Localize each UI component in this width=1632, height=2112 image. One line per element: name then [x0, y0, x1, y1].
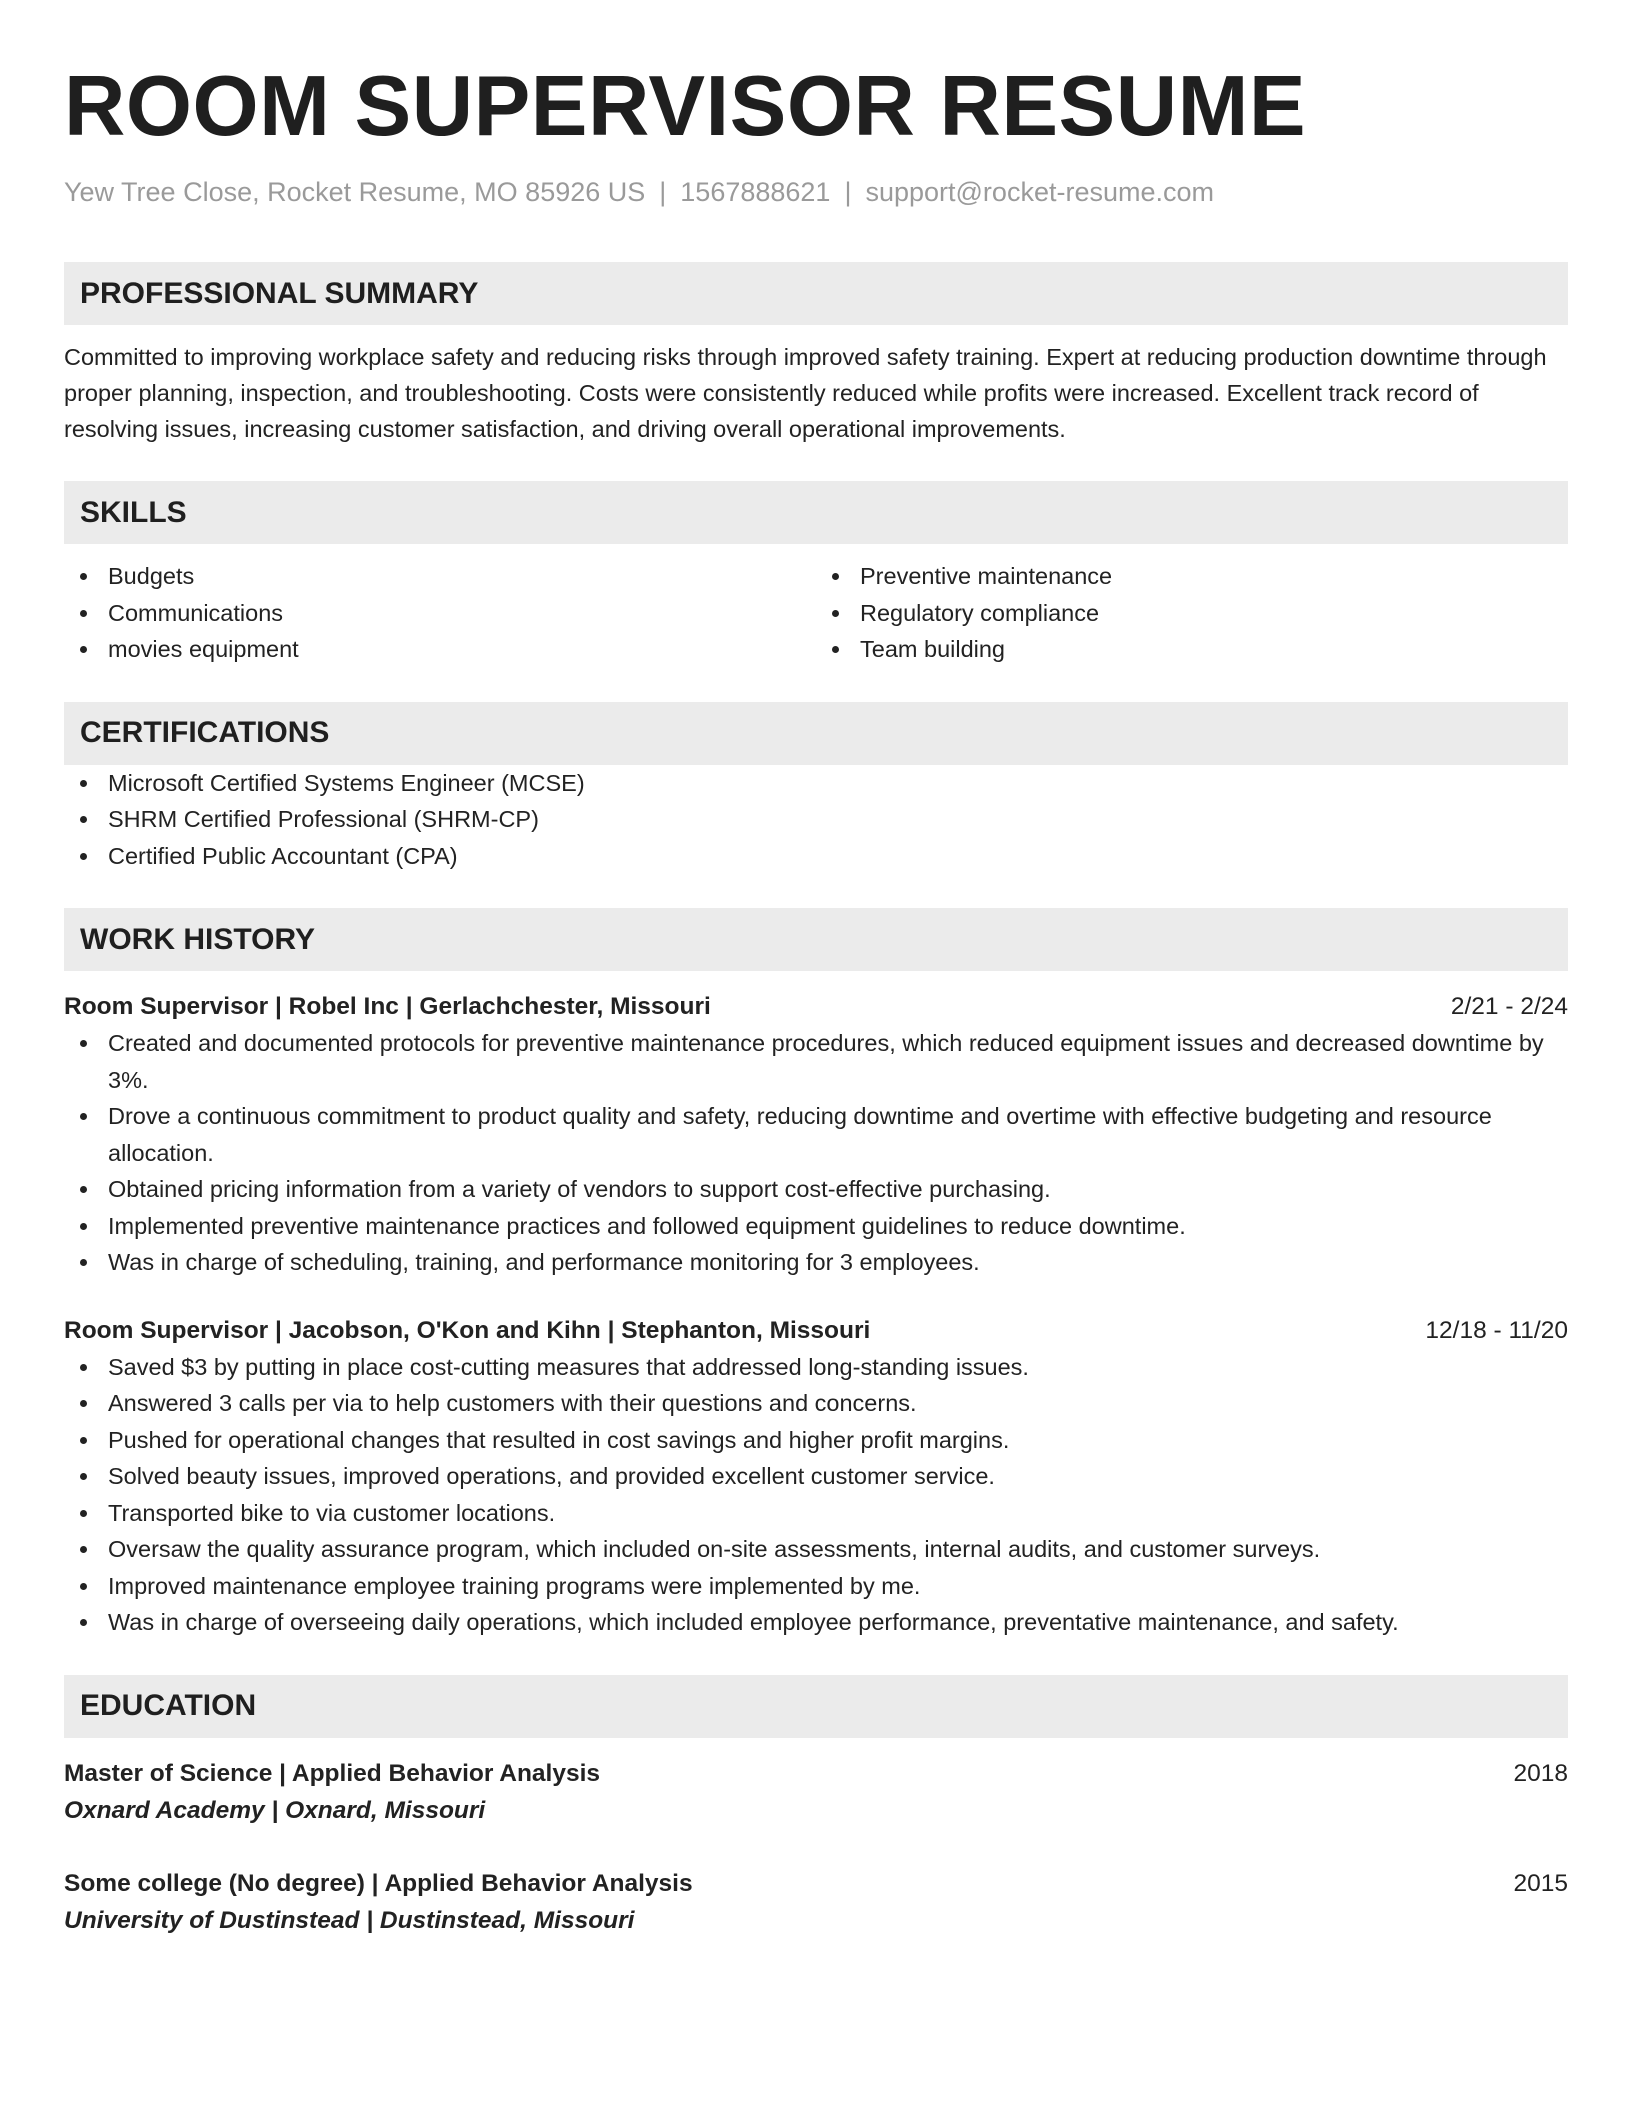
- job-bullet: Was in charge of overseeing daily operations, which included employee performance, preventative maintenance, and safety.: [64, 1604, 1568, 1641]
- education-year: 2018: [1513, 1759, 1568, 1787]
- job-bullet: Improved maintenance employee training programs were implemented by me.: [64, 1568, 1568, 1605]
- job-bullet: Pushed for operational changes that resulted in cost savings and higher profit margins.: [64, 1422, 1568, 1459]
- certifications-list: [64, 765, 1568, 875]
- section-heading-certifications: CERTIFICATIONS: [64, 702, 1568, 765]
- job-bullet: Implemented preventive maintenance practices and followed equipment guidelines to reduce downtime.: [64, 1208, 1568, 1245]
- education-year: 2015: [1513, 1869, 1568, 1897]
- education-degree: Master of Science | Applied Behavior Analysis: [64, 1759, 601, 1787]
- contact-phone: 1567888621: [680, 177, 831, 207]
- job-bullets: [64, 1025, 1568, 1281]
- skill-item: Communications: [64, 595, 816, 632]
- job-bullet: Oversaw the quality assurance program, which included on-site assessments, internal audits, and customer surveys.: [64, 1531, 1568, 1568]
- job-header: [64, 989, 1568, 1025]
- job-header: [64, 1313, 1568, 1349]
- section-heading-skills: SKILLS: [64, 481, 1568, 544]
- page-title: ROOM SUPERVISOR RESUME: [64, 59, 1307, 154]
- skill-item: Preventive maintenance: [816, 558, 1568, 595]
- skills-list: [64, 558, 1568, 668]
- job-bullet: Transported bike to via customer locations.: [64, 1495, 1568, 1532]
- skill-item: Regulatory compliance: [816, 595, 1568, 632]
- job-title: Room Supervisor | Jacobson, O'Kon and Kihn | Stephanton, Missouri: [64, 1316, 871, 1344]
- job-bullet: Answered 3 calls per via to help customers with their questions and concerns.: [64, 1385, 1568, 1422]
- education-degree: Some college (No degree) | Applied Behavior Analysis: [64, 1869, 693, 1897]
- job-bullet: Was in charge of scheduling, training, and performance monitoring for 3 employees.: [64, 1244, 1568, 1281]
- certification-item: Certified Public Accountant (CPA): [64, 838, 1568, 875]
- job-title: Room Supervisor | Robel Inc | Gerlachchester, Missouri: [64, 993, 711, 1020]
- job-bullet: Obtained pricing information from a variety of vendors to support cost-effective purchasing.: [64, 1171, 1568, 1208]
- skills-column-left: [64, 558, 816, 668]
- education-school: Oxnard Academy | Oxnard, Missouri: [64, 1796, 486, 1824]
- skill-item: Budgets: [64, 558, 816, 595]
- job-entry: [64, 989, 1568, 1281]
- education-entry: [64, 1756, 1568, 1830]
- contact-address: Yew Tree Close, Rocket Resume, MO 85926 US: [64, 177, 646, 207]
- section-heading-summary: PROFESSIONAL SUMMARY: [64, 262, 1568, 325]
- contact-email[interactable]: support@rocket-resume.com: [865, 177, 1214, 207]
- skill-item: movies equipment: [64, 631, 816, 668]
- job-bullet: Saved $3 by putting in place cost-cutting measures that addressed long-standing issues.: [64, 1349, 1568, 1386]
- job-bullet: Solved beauty issues, improved operations, and provided excellent customer service.: [64, 1458, 1568, 1495]
- education-school: University of Dustinstead | Dustinstead, Missouri: [64, 1906, 635, 1934]
- job-entry: [64, 1313, 1568, 1641]
- certification-item: SHRM Certified Professional (SHRM-CP): [64, 801, 1568, 838]
- job-bullets: [64, 1349, 1568, 1641]
- contact-separator: |: [844, 177, 852, 207]
- job-bullet: Drove a continuous commitment to product quality and safety, reducing downtime and overtime with effective budgeting and resource allocation.: [64, 1098, 1568, 1171]
- education-entry: [64, 1866, 1568, 1940]
- education-header: [64, 1866, 1568, 1902]
- skills-column-right: [816, 558, 1568, 668]
- section-heading-education: EDUCATION: [64, 1675, 1568, 1738]
- contact-line: [64, 174, 1568, 210]
- summary-text: Committed to improving workplace safety and reducing risks through improved safety training. Expert at reducing production downtime through proper planning, inspection, and troubleshooting. Costs were consistently reduced while profits were increased. Excellent track record of resolving issues, increasing customer satisfaction, and driving overall operational improvements.: [64, 344, 1547, 442]
- certification-item: Microsoft Certified Systems Engineer (MCSE): [64, 765, 1568, 802]
- job-dates: 2/21 - 2/24: [1450, 993, 1568, 1020]
- job-dates: 12/18 - 11/20: [1425, 1316, 1568, 1344]
- section-heading-work-history: WORK HISTORY: [64, 908, 1568, 971]
- skill-item: Team building: [816, 631, 1568, 668]
- education-header: [64, 1756, 1568, 1792]
- contact-separator: |: [659, 177, 667, 207]
- job-bullet: Created and documented protocols for preventive maintenance procedures, which reduced equipment issues and decreased downtime by 3%.: [64, 1025, 1568, 1098]
